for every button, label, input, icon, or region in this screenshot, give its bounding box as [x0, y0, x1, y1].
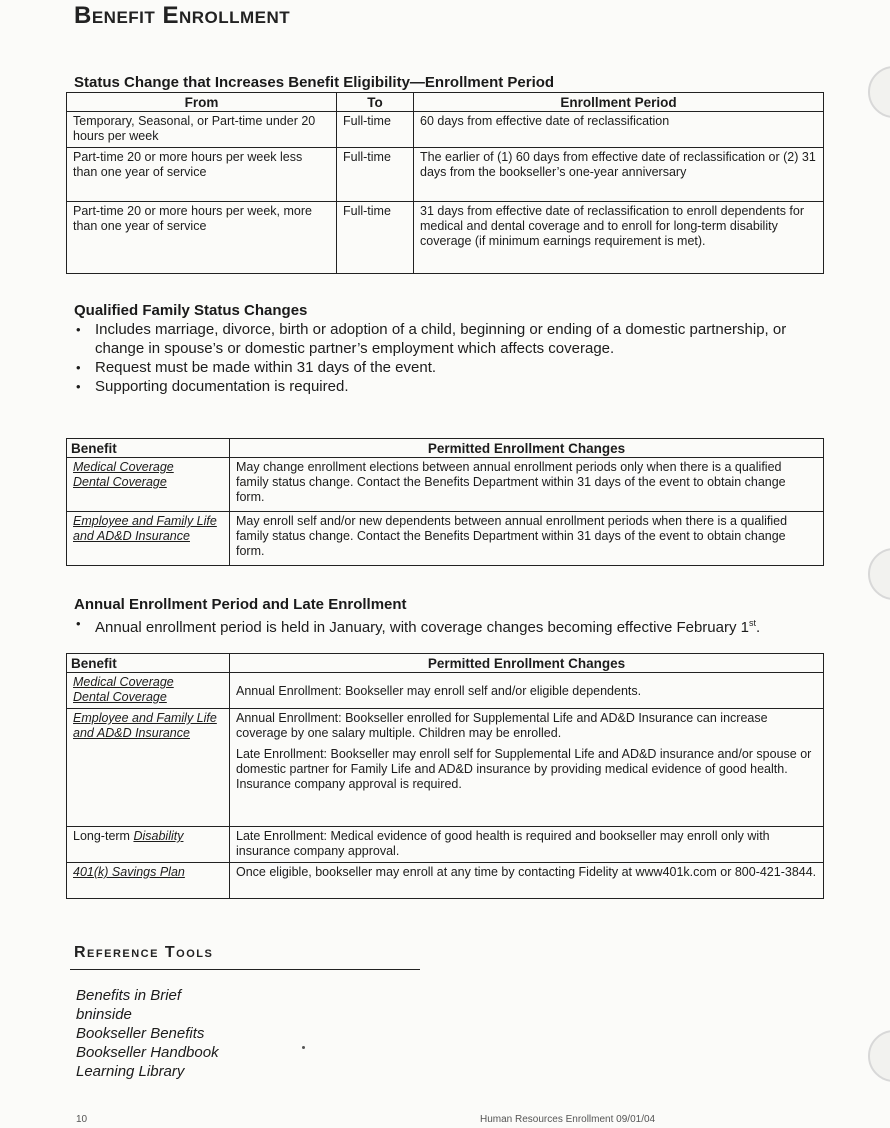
footer-page-number: 10	[76, 1114, 88, 1125]
table-row	[67, 709, 824, 827]
family-status-bullets	[74, 320, 794, 396]
benefit-link-dental: Dental Coverage	[73, 690, 167, 704]
binder-hole-top	[868, 66, 890, 118]
changes-cell	[230, 709, 824, 827]
benefit-cell	[67, 458, 230, 512]
benefit-link-dental: Dental Coverage	[73, 475, 167, 489]
reference-item: bninside	[76, 1006, 132, 1023]
page-title: Benefit Enrollment	[74, 2, 291, 29]
table-row	[67, 512, 824, 566]
changes-cell: May change enrollment elections between annual enrollment periods only when there is a qualified family status change. Contact the Benefits Department within 31 days of the event to obtain change form.	[230, 458, 824, 512]
period-cell: 60 days from effective date of reclassification	[414, 112, 824, 148]
changes-cell: Late Enrollment: Medical evidence of good health is required and bookseller may enroll only with insurance company approval.	[230, 827, 824, 863]
column-header-permitted-changes: Permitted Enrollment Changes	[230, 439, 824, 458]
column-header-benefit: Benefit	[67, 439, 230, 458]
from-cell: Part-time 20 or more hours per week less than one year of service	[67, 148, 337, 202]
footer-document-label: Human Resources Enrollment 09/01/04	[480, 1114, 656, 1125]
to-cell: Full-time	[337, 202, 414, 274]
period-cell: 31 days from effective date of reclassification to enroll dependents for medical and dental coverage and to enroll for long-term disability coverage (if minimum earnings requirement is met).	[414, 202, 824, 274]
reference-tools-list	[76, 986, 219, 1081]
bullet-item	[74, 614, 794, 637]
reference-tools-heading: Reference Tools	[74, 944, 214, 961]
benefit-link-life-insurance: Employee and Family Life and AD&D Insurance	[73, 711, 217, 740]
table-row	[67, 202, 824, 274]
benefit-cell	[67, 709, 230, 827]
annual-enrollment-bullets	[74, 614, 794, 637]
period-cell: The earlier of (1) 60 days from effective date of reclassification or (2) 31 days from the bookseller’s one-year anniversary	[414, 148, 824, 202]
column-header-permitted-changes: Permitted Enrollment Changes	[230, 654, 824, 673]
table-row	[67, 112, 824, 148]
reference-item: Benefits in Brief	[76, 987, 182, 1004]
benefit-link-disability: Disability	[133, 829, 184, 843]
table-row	[67, 148, 824, 202]
late-enrollment-text: Late Enrollment: Bookseller may enroll self for Supplemental Life and AD&D insurance and/or spouse or domestic partner for Family Life and AD&D insurance by providing medical evidence of good health. Insurance company approval is required.	[236, 747, 812, 791]
table-header-row	[67, 439, 824, 458]
bullet-superscript: st	[749, 618, 757, 628]
benefit-link-medical: Medical Coverage	[73, 460, 174, 474]
from-cell: Part-time 20 or more hours per week, more than one year of service	[67, 202, 337, 274]
scan-speck	[302, 1046, 305, 1049]
changes-cell: Once eligible, bookseller may enroll at any time by contacting Fidelity at www401k.com or 800-421-3844.	[230, 863, 824, 899]
reference-item: Learning Library	[76, 1063, 185, 1080]
bullet-end: .	[756, 619, 761, 636]
column-header-to: To	[337, 93, 414, 112]
to-cell: Full-time	[337, 112, 414, 148]
column-header-benefit: Benefit	[67, 654, 230, 673]
benefit-cell	[67, 512, 230, 566]
from-cell: Temporary, Seasonal, or Part-time under 20 hours per week	[67, 112, 337, 148]
table-row	[67, 863, 824, 899]
benefit-prefix: Long-term	[73, 829, 134, 843]
family-status-table	[66, 438, 824, 566]
to-cell: Full-time	[337, 148, 414, 202]
annual-enrollment-text: Annual Enrollment: Bookseller enrolled for Supplemental Life and AD&D Insurance can increase coverage by one salary multiple. Children may be enrolled.	[236, 711, 768, 740]
annual-enrollment-heading: Annual Enrollment Period and Late Enrollment	[74, 596, 407, 613]
table-row	[67, 458, 824, 512]
reference-item: Bookseller Handbook	[76, 1044, 219, 1061]
reference-item: Bookseller Benefits	[76, 1025, 205, 1042]
table-header-row	[67, 654, 824, 673]
column-header-enrollment-period: Enrollment Period	[414, 93, 824, 112]
benefit-cell	[67, 673, 230, 709]
table-row	[67, 827, 824, 863]
bullet-item: • Includes marriage, divorce, birth or adoption of a child, beginning or ending of a domestic partnership, or change in spouse’s or domestic partner’s employment which affects coverage.	[74, 320, 794, 358]
bullet-item: • Supporting documentation is required.	[74, 377, 794, 396]
bullet-text: Annual enrollment period is held in January, with coverage changes becoming effective February 1	[95, 619, 749, 636]
binder-hole-middle	[868, 548, 890, 600]
status-change-heading: Status Change that Increases Benefit Eligibility—Enrollment Period	[74, 74, 555, 91]
changes-cell: Annual Enrollment: Bookseller may enroll self and/or eligible dependents.	[230, 673, 824, 709]
status-change-table	[66, 92, 824, 274]
reference-tools-divider	[70, 969, 420, 970]
benefit-cell	[67, 827, 230, 863]
binder-hole-bottom	[868, 1030, 890, 1082]
annual-enrollment-table	[66, 653, 824, 899]
column-header-from: From	[67, 93, 337, 112]
table-header-row	[67, 93, 824, 112]
benefit-link-medical: Medical Coverage	[73, 675, 174, 689]
bullet-item: • Request must be made within 31 days of the event.	[74, 358, 794, 377]
benefit-link-401k: 401(k) Savings Plan	[73, 865, 185, 879]
benefit-cell	[67, 863, 230, 899]
benefit-link-life-insurance: Employee and Family Life and AD&D Insurance	[73, 514, 217, 543]
table-row	[67, 673, 824, 709]
changes-cell: May enroll self and/or new dependents between annual enrollment periods when there is a qualified family status change. Contact the Benefits Department within 31 days of the event to obtain change form.	[230, 512, 824, 566]
family-status-heading: Qualified Family Status Changes	[74, 302, 308, 319]
